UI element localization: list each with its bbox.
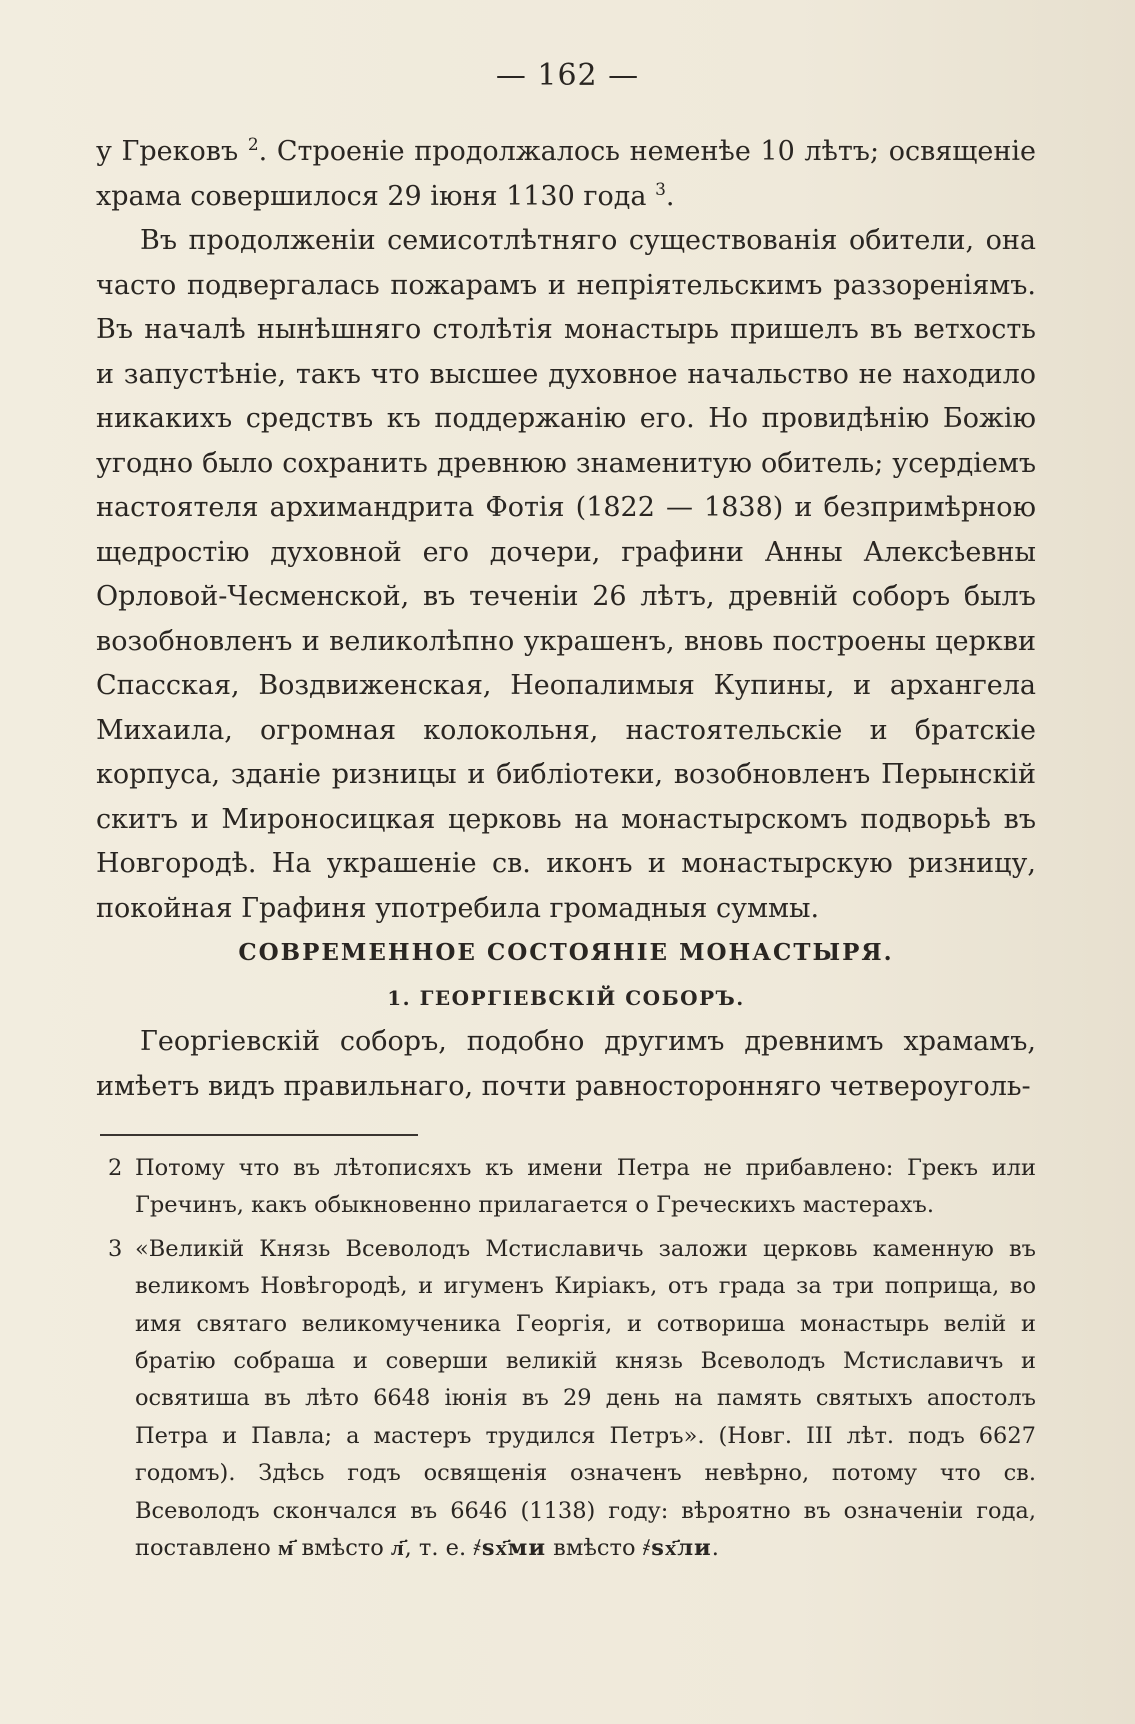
footnote-text: «Великій Князь Всеволодъ Мстиславичь заложи церковь каменную въ великомъ Новѣгородѣ, и игуменъ Киріакъ, отъ града за три поприща, во имя святаго великомученика Георгія, и сотвориша монастырь велій и братію собраша и соверши великій князь Всеволодъ Мстиславичъ и освятиша въ лѣто 6648 іюнія въ 29 день на память святыхъ апостолъ Петра и Павла; а мастеръ трудился Петръ». (Новг. III лѣт. подъ 6627 годомъ). Здѣсь годъ освященія означенъ невѣрно, потому что св. Всеволодъ скончался въ 6646 (1138) году: вѣроятно въ означеніи года, поставлено <box>135 1235 1036 1562</box>
footnote-text-part: вмѣсто <box>546 1535 643 1562</box>
paragraph-1-text-b: . Строеніе продолжалось неменѣе 10 лѣтъ; освященіе храма совершилося 29 іюня 1130 года <box>96 136 1036 212</box>
paragraph-1-text-c: . <box>665 180 675 212</box>
footnote-text: Потому что въ лѣтописяхъ къ имени Петра не прибавлено: Грекъ или Гречинъ, какъ обыкновенно прилагается о Греческихъ мастерахъ. <box>135 1155 1036 1219</box>
footnotes <box>108 1150 1036 1573</box>
footnote-text-part: . <box>711 1535 719 1562</box>
paragraph-1 <box>96 130 1036 219</box>
footnote-ref-3: 3 <box>655 179 666 200</box>
footnote-divider <box>100 1134 418 1136</box>
main-text <box>96 130 1036 1109</box>
paragraph-3: Георгіевскій соборъ, подобно другимъ древнимъ храмамъ, имѣетъ видъ правильнаго, почти равносторонняго четвероуголь- <box>96 1026 1036 1102</box>
footnote-mark: 2 <box>108 1155 123 1181</box>
slavonic-year: ҂ѕх҃ли <box>642 1535 712 1562</box>
paragraph-2: Въ продолженіи семисотлѣтняго существованія обители, она часто подвергалась пожарамъ и непріятельскимъ раззореніямъ. Въ началѣ нынѣшняго столѣтія монастырь пришелъ въ ветхость и запустѣніе, такъ что высшее духовное начальство не находило никакихъ средствъ къ поддержанію его. Но провидѣнію Божію угодно было сохранить древнюю знаменитую обитель; усердіемъ настоятеля архимандрита Фотія (1822 — 1838) и безпримѣрною щедростію духовной его дочери, графини Анны Алексѣевны Орловой-Чесменской, въ теченіи 26 лѣтъ, древній соборъ былъ возобновленъ и великолѣпно украшенъ, вновь построены церкви Спасская, Воздвиженская, Неопалимыя Купины, и архангела Михаила, огромная колокольня, настоятельскіе и братскіе корпуса, зданіе ризницы и библіотеки, возобновленъ Перынскій скитъ и Мироносицкая церковь на монастырскомъ подворьѣ въ Новгородѣ. На украшеніе св. иконъ и монастырскую ризницу, покойная Графиня употребила громадныя суммы. <box>96 225 1036 924</box>
section-heading: СОВРЕМЕННОЕ СОСТОЯНІЕ МОНАСТЫРЯ. <box>238 939 894 966</box>
footnote-3 <box>108 1231 1036 1568</box>
footnote-mark: 3 <box>108 1235 123 1262</box>
footnote-ref-2: 2 <box>247 135 259 155</box>
slavonic-numeral: л҃ <box>390 1535 405 1562</box>
footnote-text-part: вмѣсто <box>294 1535 391 1562</box>
page-number: — 162 — <box>495 58 640 93</box>
footnote-text-part: , т. е. <box>404 1535 474 1562</box>
paragraph-1-text-a: у Грековъ <box>96 136 248 167</box>
footnote-2 <box>108 1150 1036 1225</box>
slavonic-year: ҂ѕх҃ми <box>473 1535 547 1562</box>
subsection-heading: 1. ГЕОРГІЕВСКІЙ СОБОРЪ. <box>387 985 745 1010</box>
slavonic-numeral: м҃ <box>277 1535 295 1562</box>
